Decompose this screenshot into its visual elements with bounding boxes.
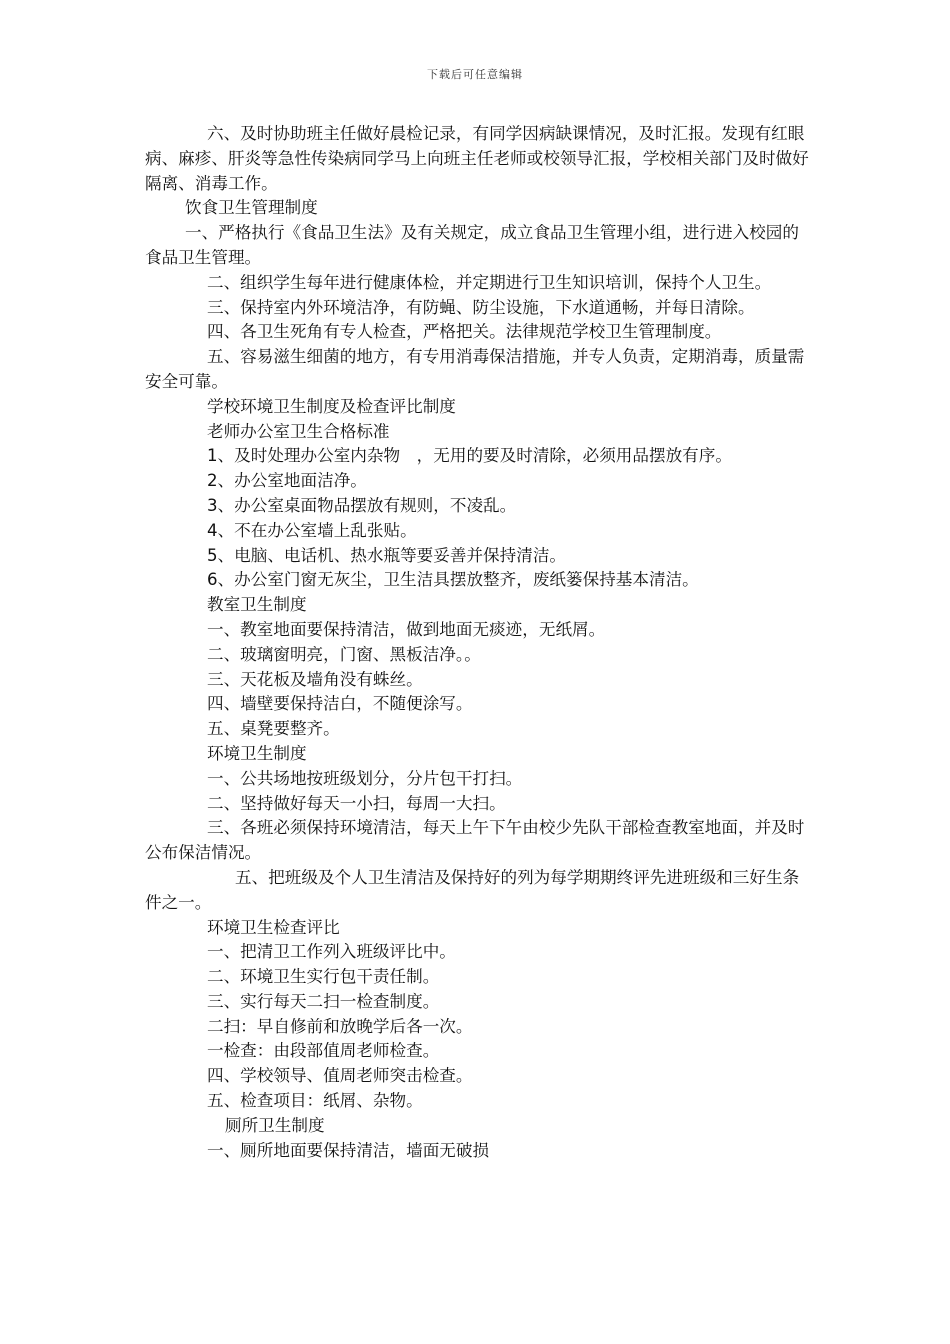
list-item: 一、公共场地按班级划分，分片包干打扫。 (207, 768, 523, 788)
list-item: 二扫：早自修前和放晚学后各一次。 (207, 1016, 473, 1036)
paragraph: 三、各班必须保持环境清洁，每天上午下午由校少先队干部检查教室地面，并及时公布保洁情况。 (145, 818, 805, 863)
list-item: 四、墙壁要保持洁白，不随便涂写。 (207, 694, 473, 714)
paragraph: 二、组织学生每年进行健康体检，并定期进行卫生知识培训，保持个人卫生。 (207, 272, 772, 292)
list-item: 五、检查项目：纸屑、杂物。 (207, 1091, 423, 1111)
section-heading: 饮食卫生管理制度 (185, 198, 318, 218)
paragraph: 五、容易滋生细菌的地方，有专用消毒保洁措施，并专人负责，定期消毒，质量需安全可靠。 (145, 347, 805, 391)
paragraph: 六、及时协助班主任做好晨检记录，有同学因病缺课情况，及时汇报。发现有红眼病、麻疹、肝炎等急性传染病同学马上向班主任老师或校领导汇报，学校相关部门及时做好隔离、消毒工作。 (145, 124, 809, 193)
paragraph: 三、保持室内外环境洁净，有防蝇、防尘设施，下水道通畅，并每日清除。 (207, 297, 755, 317)
document-body (145, 122, 810, 1163)
paragraph: 四、各卫生死角有专人检查，严格把关。法律规范学校卫生管理制度。 (207, 322, 722, 342)
list-item: 6、办公室门窗无灰尘，卫生洁具摆放整齐，废纸篓保持基本清洁。 (207, 570, 699, 590)
list-item: 二、坚持做好每天一小扫，每周一大扫。 (207, 793, 506, 813)
list-item: 一、教室地面要保持清洁，做到地面无痰迹，无纸屑。 (207, 619, 606, 639)
list-item: 三、天花板及墙角没有蛛丝。 (207, 669, 423, 689)
list-item: 三、实行每天二扫一检查制度。 (207, 991, 440, 1011)
list-item: 一、把清卫工作列入班级评比中。 (207, 942, 456, 962)
section-heading: 教室卫生制度 (207, 595, 307, 615)
list-item: 4、不在办公室墙上乱张贴。 (207, 520, 417, 540)
section-heading: 环境卫生制度 (207, 743, 307, 763)
list-item: 3、办公室桌面物品摆放有规则，不凌乱。 (207, 495, 517, 515)
list-item: 一、厕所地面要保持清洁，墙面无破损 (207, 1140, 490, 1160)
section-heading: 学校环境卫生制度及检查评比制度 (207, 396, 456, 416)
list-item: 1、及时处理办公室内杂物 ，无用的要及时清除，必须用品摆放有序。 (207, 446, 732, 466)
list-item: 一检查：由段部值周老师检查。 (207, 1041, 440, 1061)
paragraph: 五、把班级及个人卫生清洁及保持好的列为每学期期终评先进班级和三好生条件之一。 (145, 867, 800, 912)
list-item: 二、玻璃窗明亮，门窗、黑板洁净。。 (207, 644, 481, 664)
section-heading: 老师办公室卫生合格标准 (207, 421, 390, 441)
list-item: 2、办公室地面洁净。 (207, 471, 367, 491)
list-item: 二、环境卫生实行包干责任制。 (207, 967, 440, 987)
section-heading: 环境卫生检查评比 (207, 917, 340, 937)
list-item: 五、桌凳要整齐。 (207, 719, 340, 739)
section-heading: 厕所卫生制度 (225, 1115, 325, 1135)
paragraph: 一、严格执行《食品卫生法》及有关规定，成立食品卫生管理小组，进行进入校园的食品卫生管理。 (145, 223, 799, 267)
list-item: 5、电脑、电话机、热水瓶等要妥善并保持清洁。 (207, 545, 567, 565)
page-header: 下载后可任意编辑 (427, 68, 523, 81)
list-item: 四、学校领导、值周老师突击检查。 (207, 1066, 473, 1086)
